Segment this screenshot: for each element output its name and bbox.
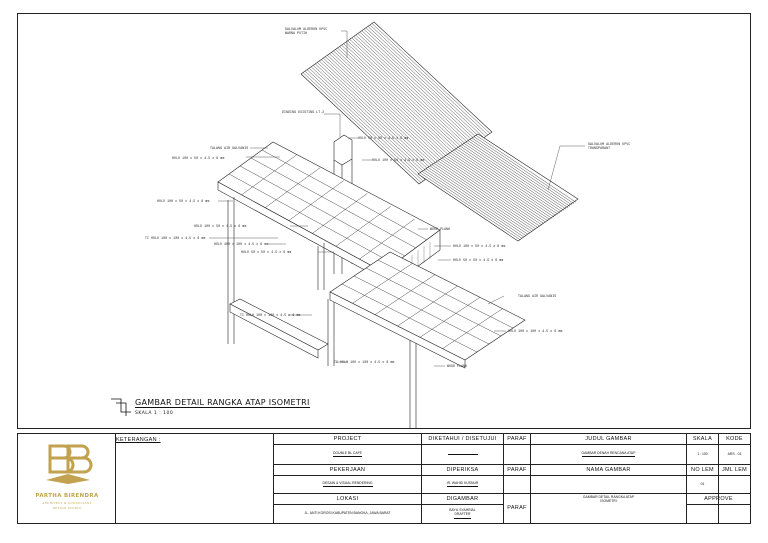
isometric-roof-drawing: [18, 14, 750, 428]
drawn-by-value: [422, 505, 503, 523]
title-marker: [111, 399, 131, 416]
label-line: GALVALUM ALDERON UPVC: [285, 27, 328, 31]
project-header: PROJECT: [333, 435, 362, 442]
checked-by-header: DIPERIKSA: [446, 466, 479, 473]
project-value: DOUBLE BL CAFE: [274, 445, 421, 464]
label-holo-a: HOLO 100 x 50 x 4.5 x 6 mm: [172, 156, 225, 160]
sheet-no-value: 01: [700, 481, 705, 486]
drawing-title-header: JUDUL GAMBAR: [585, 435, 632, 442]
code-value: ARS - 01: [727, 451, 742, 456]
label-line: GALVALUM ALDERON UPVC: [588, 142, 631, 146]
label-holo-f: HOLO 100 x 50 x 4.5 x 6 mm: [194, 224, 247, 228]
label-holo-h: HOLO 50 x 50 x 4.5 x 6 mm: [241, 250, 292, 254]
label-wood-1: WOOD PLANK: [430, 227, 451, 231]
label-holo-g: HOLO 400 x 100 x 4.5 x 6 mm: [214, 242, 269, 246]
drawing-name-value: GAMBAR DETAIL RANGKA ATAP ISOMETRI: [582, 494, 635, 503]
scale-header: SKALA: [692, 435, 713, 442]
label-holo-i: HOLO 100 x 50 x 4.5 x 6 mm: [453, 244, 506, 248]
paraf-header-2: PARAF: [507, 466, 527, 473]
label-holo-c: HOLO 100 x 50 x 4.5 x 6 mm: [372, 158, 425, 162]
company-name: PARTHA BIRENDRA: [35, 493, 99, 499]
drafter-role: DRAFTER: [454, 513, 470, 519]
label-holo-b: HOLO 50 x 50 x 4.5 x 6 mm: [358, 136, 409, 140]
label-roof-white: [285, 27, 327, 35]
drafter-name: BAYU SYAHRIAL: [449, 508, 476, 513]
approve-header: APPROVE: [704, 495, 733, 502]
drawn-by-header: DIGAMBAR: [446, 495, 479, 502]
paraf-header-3: PARAF: [507, 505, 527, 512]
label-ti-holo-3: TI HOLO 100 x 100 x 4.5 x 6 mm: [334, 360, 395, 364]
drawing-title: GAMBAR DETAIL RANGKA ATAP ISOMETRI: [135, 398, 310, 407]
sheet-no-header: NO LEM: [691, 466, 714, 473]
label-ti-holo-2: TI HOLO 100 x 100 x 4.5 x 6 mm: [240, 313, 301, 317]
company-logo: [18, 434, 115, 523]
checked-by-value: IR. WAHID KUSNUR: [422, 476, 503, 493]
label-holo-k: HOLO 100 x 100 x 4.5 x 6 mm: [508, 329, 563, 333]
label-holo-j: HOLO 50 x 50 x 4.5 x 6 mm: [453, 258, 504, 262]
company-sub-2: DESIGN STUDIO: [52, 506, 82, 510]
location-value: JL. ANTI KOROSI KABUPATEN BANGKA, JAWA BARAT: [304, 511, 391, 516]
approved-by-value: [422, 445, 503, 464]
drawing-title-value: GAMBAR DENAH RENCANA ATAP: [531, 445, 686, 464]
label-gutter-top: TALANG AIR GALVANIS: [210, 146, 249, 150]
label-line: WARNA PUTIH: [285, 31, 308, 35]
title-block: [17, 433, 751, 524]
label-gutter-right: TALANG AIR GALVANIS: [518, 294, 557, 298]
label-ti-holo: TI HOLO 100 x 100 x 4.5 x 6 mm: [145, 236, 206, 240]
work-value: DESAIN & VISUAL RENDERING: [274, 476, 421, 493]
label-roof-transparent: [588, 142, 630, 150]
location-header: LOKASI: [336, 495, 359, 502]
work-header: PEKERJAAN: [329, 466, 366, 473]
paraf-header-1: PARAF: [507, 435, 527, 442]
drawing-name-header: NAMA GAMBAR: [586, 466, 631, 473]
label-wood-2: WOOD PLANK: [447, 364, 468, 368]
code-header: KODE: [726, 435, 743, 442]
scale-value: 1 : 100: [697, 451, 708, 456]
logo-mark: [18, 434, 115, 494]
label-holo-d: HOLO 100 x 50 x 4.5 x 6 mm: [157, 199, 210, 203]
company-sub-1: ARCHITECT & CONSULTANT: [42, 501, 92, 505]
keterangan-label: KETERANGAN :: [116, 436, 161, 443]
drawing-scale: SKALA 1 : 100: [135, 411, 174, 416]
approved-by-header: DIKETAHUI / DISETUJUI: [428, 435, 497, 442]
label-line: TRANSPARANT: [588, 146, 611, 150]
label-existing-wall: DINDING EXISTING LT.2: [282, 110, 325, 114]
sheet-count-header: JML LEM: [721, 466, 748, 473]
